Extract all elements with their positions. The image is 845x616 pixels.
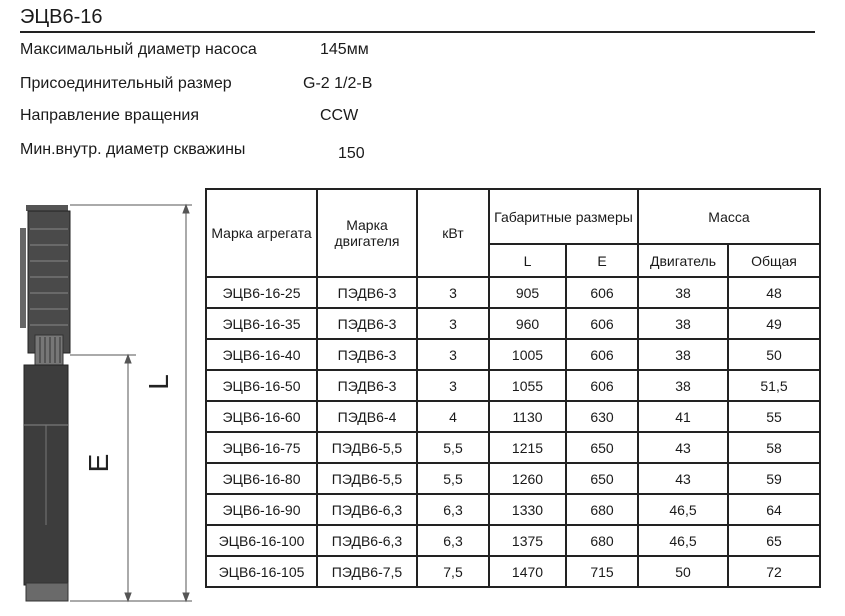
cell-length-e: 650 <box>566 432 638 463</box>
table-row <box>206 494 820 525</box>
table-row <box>206 525 820 556</box>
cell-length-l: 1215 <box>489 432 566 463</box>
pump-cable-guard <box>20 228 26 328</box>
cell-motor-brand: ПЭДВ6-6,3 <box>317 494 417 525</box>
cell-mass-total: 55 <box>728 401 820 432</box>
pump-intake-screen <box>35 335 63 365</box>
header-dimensions: Габаритные размеры <box>489 189 638 244</box>
cell-motor-brand: ПЭДВ6-6,3 <box>317 525 417 556</box>
cell-kw: 3 <box>417 277 489 308</box>
cell-mass-motor: 38 <box>638 339 728 370</box>
spec-value-connection-size: G-2 1/2-В <box>303 75 373 92</box>
cell-motor-brand: ПЭДВ6-7,5 <box>317 556 417 587</box>
header-kw: кВт <box>417 189 489 277</box>
cell-unit-brand: ЭЦВ6-16-40 <box>206 339 317 370</box>
cell-kw: 4 <box>417 401 489 432</box>
pump-body <box>20 205 70 601</box>
table-row <box>206 308 820 339</box>
cell-mass-motor: 43 <box>638 432 728 463</box>
cell-unit-brand: ЭЦВ6-16-90 <box>206 494 317 525</box>
spec-value-rotation: CCW <box>320 107 359 124</box>
cell-length-e: 606 <box>566 277 638 308</box>
spec-label-connection-size: Присоединительный размер <box>20 75 232 92</box>
cell-mass-total: 48 <box>728 277 820 308</box>
cell-length-l: 1375 <box>489 525 566 556</box>
cell-kw: 3 <box>417 370 489 401</box>
cell-mass-total: 65 <box>728 525 820 556</box>
cell-mass-motor: 38 <box>638 277 728 308</box>
pump-hydraulic-section <box>28 211 70 353</box>
cell-length-l: 1005 <box>489 339 566 370</box>
header-mass: Масса <box>638 189 820 244</box>
cell-length-e: 606 <box>566 308 638 339</box>
cell-mass-motor: 38 <box>638 370 728 401</box>
cell-mass-motor: 41 <box>638 401 728 432</box>
spec-value-min-well-diameter: 150 <box>338 145 365 162</box>
cell-motor-brand: ПЭДВ6-3 <box>317 277 417 308</box>
cell-unit-brand: ЭЦВ6-16-100 <box>206 525 317 556</box>
header-dim-l: L <box>489 244 566 277</box>
header-mass-total: Общая <box>728 244 820 277</box>
cell-mass-total: 59 <box>728 463 820 494</box>
spec-label-max-diameter: Максимальный диаметр насоса <box>20 41 257 58</box>
spec-label-min-well-diameter: Мин.внутр. диаметр скважины <box>20 141 246 158</box>
header-unit-brand: Марка агрегата <box>206 189 317 277</box>
cell-length-e: 650 <box>566 463 638 494</box>
header-dim-e: E <box>566 244 638 277</box>
pump-top-cap <box>26 205 68 211</box>
cell-unit-brand: ЭЦВ6-16-75 <box>206 432 317 463</box>
cell-mass-motor: 38 <box>638 308 728 339</box>
cell-motor-brand: ПЭДВ6-5,5 <box>317 432 417 463</box>
cell-length-e: 606 <box>566 370 638 401</box>
cell-kw: 3 <box>417 339 489 370</box>
cell-length-l: 1130 <box>489 401 566 432</box>
cell-kw: 6,3 <box>417 494 489 525</box>
cell-mass-total: 64 <box>728 494 820 525</box>
table-row <box>206 432 820 463</box>
cell-unit-brand: ЭЦВ6-16-50 <box>206 370 317 401</box>
cell-length-l: 1330 <box>489 494 566 525</box>
table-row <box>206 556 820 587</box>
cell-motor-brand: ПЭДВ6-5,5 <box>317 463 417 494</box>
table-header <box>206 189 820 277</box>
cell-length-l: 905 <box>489 277 566 308</box>
pump-motor-base <box>26 583 68 601</box>
table-row <box>206 339 820 370</box>
cell-length-e: 606 <box>566 339 638 370</box>
table-row <box>206 370 820 401</box>
cell-mass-motor: 46,5 <box>638 494 728 525</box>
table-row <box>206 463 820 494</box>
cell-length-e: 715 <box>566 556 638 587</box>
spec-value-max-diameter: 145мм <box>320 41 369 58</box>
cell-motor-brand: ПЭДВ6-3 <box>317 308 417 339</box>
page-title: ЭЦВ6-16 <box>20 6 103 28</box>
dimension-label-e: E <box>83 453 114 473</box>
table-row <box>206 277 820 308</box>
cell-unit-brand: ЭЦВ6-16-25 <box>206 277 317 308</box>
header-mass-motor: Двигатель <box>638 244 728 277</box>
cell-length-l: 1470 <box>489 556 566 587</box>
cell-kw: 7,5 <box>417 556 489 587</box>
cell-length-e: 680 <box>566 494 638 525</box>
cell-unit-brand: ЭЦВ6-16-105 <box>206 556 317 587</box>
cell-motor-brand: ПЭДВ6-3 <box>317 339 417 370</box>
dimension-lines <box>70 205 192 601</box>
cell-mass-motor: 50 <box>638 556 728 587</box>
cell-kw: 5,5 <box>417 463 489 494</box>
header-motor-brand: Марка двигателя <box>317 189 417 277</box>
spec-label-rotation: Направление вращения <box>20 107 200 124</box>
cell-unit-brand: ЭЦВ6-16-80 <box>206 463 317 494</box>
cell-length-l: 1055 <box>489 370 566 401</box>
cell-length-l: 1260 <box>489 463 566 494</box>
cell-kw: 3 <box>417 308 489 339</box>
table-body <box>206 277 820 587</box>
cell-mass-motor: 46,5 <box>638 525 728 556</box>
cell-mass-motor: 43 <box>638 463 728 494</box>
cell-unit-brand: ЭЦВ6-16-60 <box>206 401 317 432</box>
title-underline <box>20 31 815 33</box>
cell-length-e: 630 <box>566 401 638 432</box>
table-row <box>206 401 820 432</box>
cell-motor-brand: ПЭДВ6-4 <box>317 401 417 432</box>
cell-motor-brand: ПЭДВ6-3 <box>317 370 417 401</box>
cell-kw: 5,5 <box>417 432 489 463</box>
cell-mass-total: 49 <box>728 308 820 339</box>
cell-length-l: 960 <box>489 308 566 339</box>
cell-mass-total: 50 <box>728 339 820 370</box>
cell-length-e: 680 <box>566 525 638 556</box>
cell-mass-total: 51,5 <box>728 370 820 401</box>
dimension-label-l: L <box>143 374 174 390</box>
cell-unit-brand: ЭЦВ6-16-35 <box>206 308 317 339</box>
cell-mass-total: 72 <box>728 556 820 587</box>
pump-drawing <box>0 185 205 616</box>
cell-kw: 6,3 <box>417 525 489 556</box>
cell-mass-total: 58 <box>728 432 820 463</box>
specs-table <box>205 188 821 588</box>
